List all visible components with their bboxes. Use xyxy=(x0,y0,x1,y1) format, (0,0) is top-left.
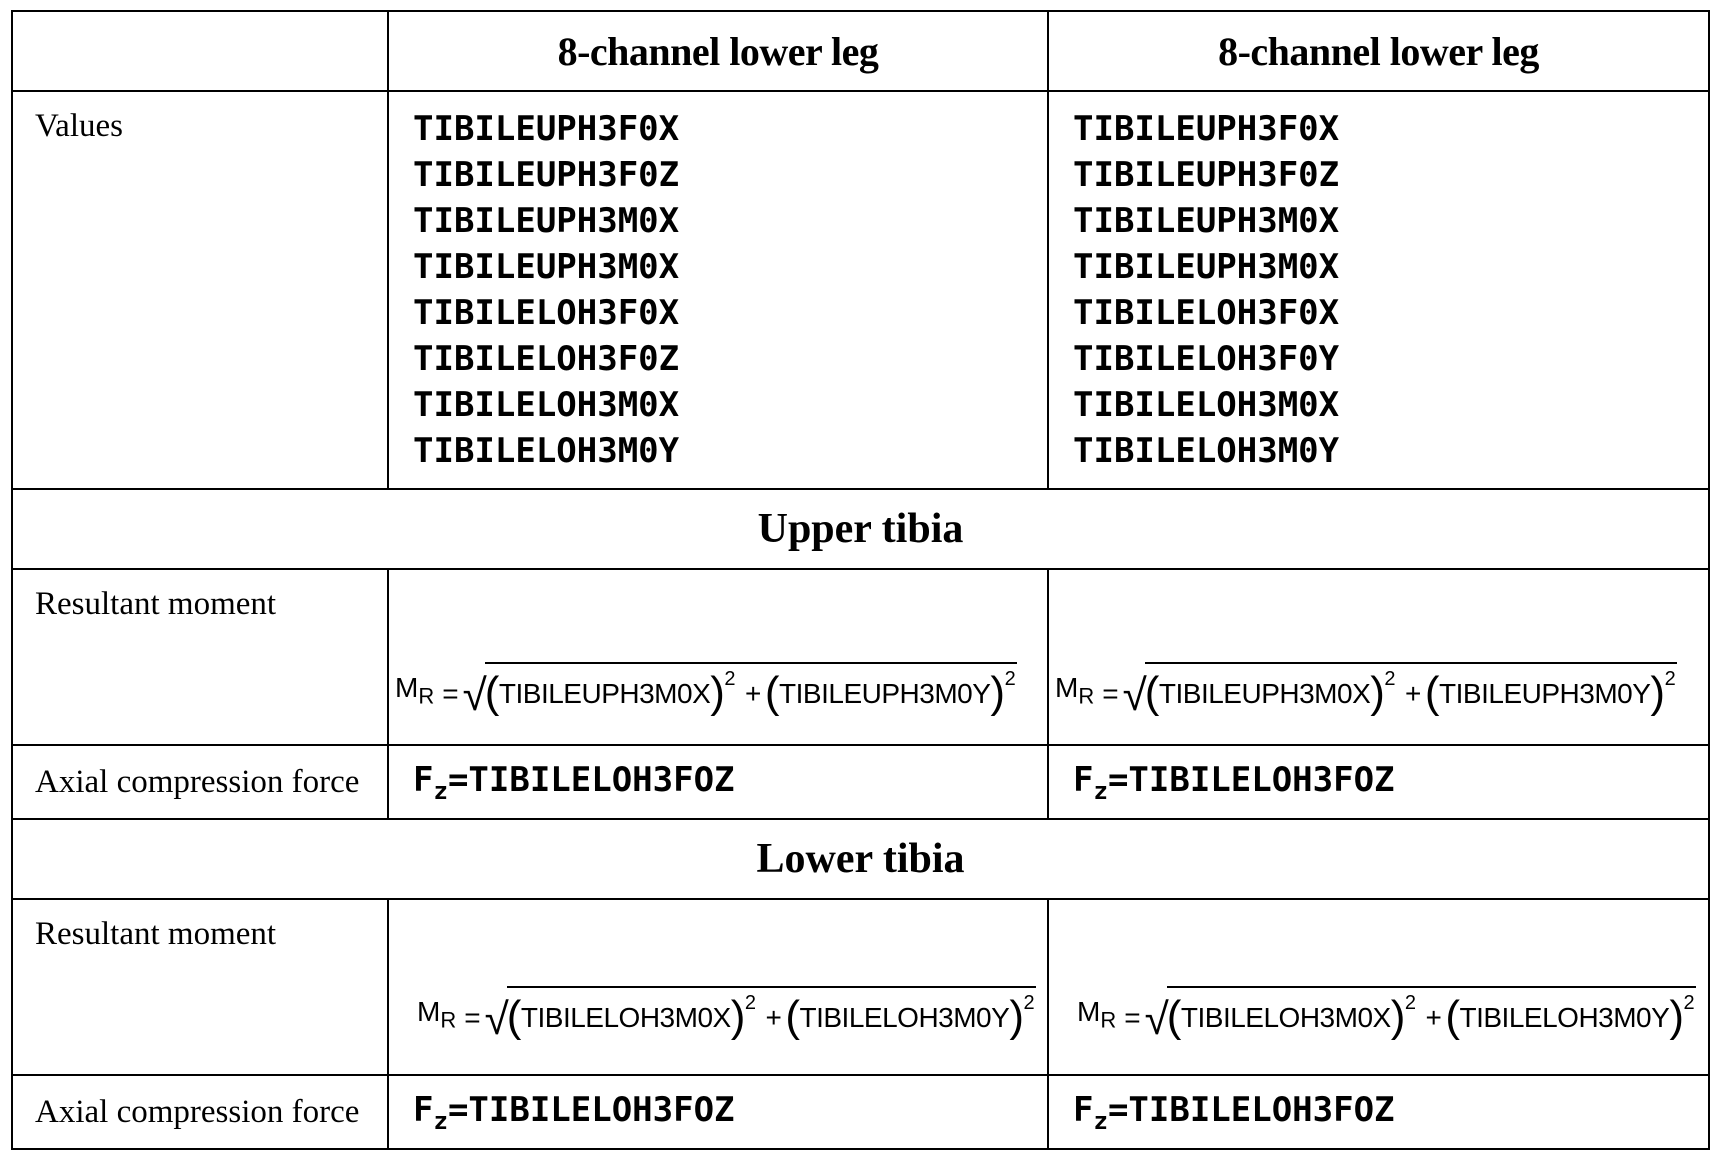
upper-formula-cell-1 xyxy=(388,569,1048,745)
axial-compression-label: Axial compression force xyxy=(12,1075,388,1149)
formula-term-1: TIBILEUPH3M0X xyxy=(498,678,711,709)
value-item: TIBILEUPH3F0X xyxy=(413,109,680,149)
formula-equals: = xyxy=(464,1002,481,1033)
values-list-col-1 xyxy=(388,91,1048,489)
formula-radicand: (TIBILELOH3M0X)$^2$ +(TIBILELOH3M0Y)$^2$ xyxy=(507,986,1036,1034)
value-item: TIBILELOH3M0X xyxy=(1073,385,1340,425)
formula-lhs: $M_R$ xyxy=(1077,996,1117,1033)
formula-radicand: (TIBILELOH3M0X)$^2$ +(TIBILELOH3M0Y)$^2$ xyxy=(1167,986,1696,1034)
lower-axial-force-row xyxy=(12,1075,1709,1149)
lower-axial-force-value-1: $F_z=TIBILELOH3FOZ$ xyxy=(388,1075,1048,1149)
formula-equals: = xyxy=(1124,1002,1141,1033)
header-col-2: 8-channel lower leg xyxy=(1048,11,1709,91)
formula-term-2: TIBILEUPH3M0Y xyxy=(1439,678,1651,709)
value-item: TIBILEUPH3M0X xyxy=(413,201,680,241)
value-item: TIBILELOH3F0Y xyxy=(1073,339,1340,379)
formula-lhs: $M_R$ xyxy=(1055,672,1095,709)
formula-term-2: TIBILELOH3M0Y xyxy=(799,1002,1010,1033)
square-root-icon: √ xyxy=(1122,671,1147,720)
upper-axial-force-row xyxy=(12,745,1709,819)
lower-formula-cell-2 xyxy=(1048,899,1709,1075)
value-item: TIBILEUPH3F0Z xyxy=(413,155,680,195)
value-item: TIBILEUPH3M0X xyxy=(413,247,680,287)
axial-compression-label: Axial compression force xyxy=(12,745,388,819)
value-item: TIBILELOH3F0X xyxy=(1073,293,1340,333)
resultant-moment-formula xyxy=(1077,986,1696,1044)
formula-radicand: (TIBILEUPH3M0X)$^2$ +(TIBILEUPH3M0Y)$^2$ xyxy=(1145,662,1677,710)
resultant-moment-label: Resultant moment xyxy=(12,899,388,1075)
resultant-moment-formula xyxy=(1055,662,1677,720)
values-label: Values xyxy=(12,91,388,489)
formula-term-2: TIBILELOH3M0Y xyxy=(1459,1002,1670,1033)
formula-term-1: TIBILELOH3M0X xyxy=(1180,1002,1391,1033)
resultant-moment-formula xyxy=(417,986,1036,1044)
formula-equals: = xyxy=(1102,678,1119,709)
resultant-moment-formula xyxy=(395,662,1017,720)
square-root-icon: √ xyxy=(484,995,509,1044)
resultant-moment-label: Resultant moment xyxy=(12,569,388,745)
value-item: TIBILELOH3F0X xyxy=(413,293,680,333)
upper-resultant-moment-row xyxy=(12,569,1709,745)
formula-radicand: (TIBILEUPH3M0X)$^2$ +(TIBILEUPH3M0Y)$^2$ xyxy=(485,662,1017,710)
header-row xyxy=(12,11,1709,91)
upper-tibia-section-row xyxy=(12,489,1709,569)
value-item: TIBILELOH3M0X xyxy=(413,385,680,425)
formula-term-2: TIBILEUPH3M0Y xyxy=(779,678,991,709)
value-item: TIBILELOH3F0Z xyxy=(413,339,680,379)
square-root-icon: √ xyxy=(1144,995,1169,1044)
lower-axial-force-value-2: $F_z=TIBILELOH3FOZ$ xyxy=(1048,1075,1709,1149)
lower-resultant-moment-row xyxy=(12,899,1709,1075)
value-item: TIBILEUPH3F0Z xyxy=(1073,155,1340,195)
formula-lhs: $M_R$ xyxy=(395,672,435,709)
section-title-lower-tibia: Lower tibia xyxy=(12,819,1709,899)
lower-formula-cell-1 xyxy=(388,899,1048,1075)
formula-lhs: $M_R$ xyxy=(417,996,457,1033)
upper-formula-cell-2 xyxy=(1048,569,1709,745)
values-list-col-2 xyxy=(1048,91,1709,489)
header-empty-cell xyxy=(12,11,388,91)
lower-tibia-section-row xyxy=(12,819,1709,899)
values-row xyxy=(12,91,1709,489)
upper-axial-force-value-2: $F_z=TIBILELOH3FOZ$ xyxy=(1048,745,1709,819)
upper-axial-force-value-1: $F_z=TIBILELOH3FOZ$ xyxy=(388,745,1048,819)
square-root-icon: √ xyxy=(462,671,487,720)
value-item: TIBILELOH3M0Y xyxy=(1073,431,1340,471)
header-col-1: 8-channel lower leg xyxy=(388,11,1048,91)
formula-equals: = xyxy=(442,678,459,709)
value-item: TIBILEUPH3F0X xyxy=(1073,109,1340,149)
section-title-upper-tibia: Upper tibia xyxy=(12,489,1709,569)
tibia-channel-table xyxy=(11,10,1710,1150)
formula-term-1: TIBILEUPH3M0X xyxy=(1158,678,1371,709)
value-item: TIBILEUPH3M0X xyxy=(1073,201,1340,241)
value-item: TIBILELOH3M0Y xyxy=(413,431,680,471)
formula-term-1: TIBILELOH3M0X xyxy=(520,1002,731,1033)
value-item: TIBILEUPH3M0X xyxy=(1073,247,1340,287)
